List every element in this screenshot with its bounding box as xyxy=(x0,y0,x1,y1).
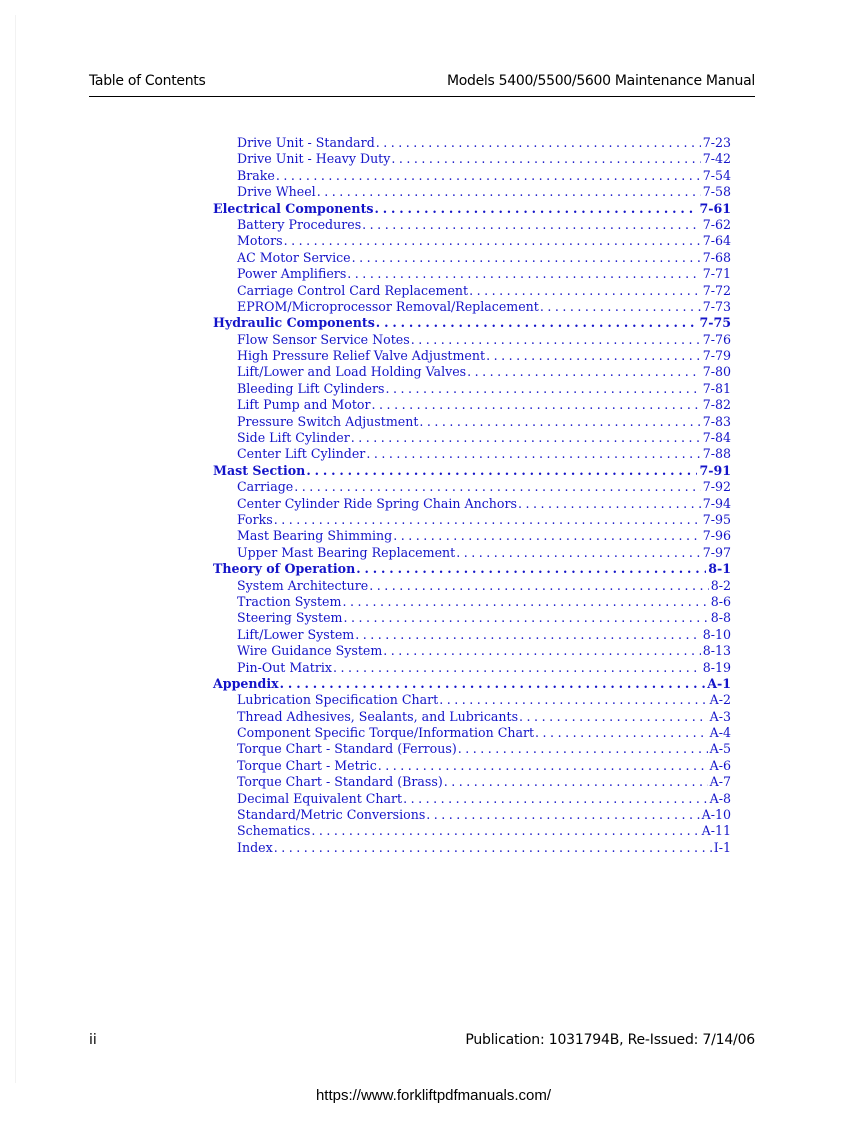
toc-entry-page: 7-76 xyxy=(702,331,731,347)
toc-entry-label: Index xyxy=(237,839,273,855)
toc-entry-label: Lift/Lower System xyxy=(237,626,355,642)
dot-leader xyxy=(361,217,701,233)
dot-leader xyxy=(342,610,708,626)
toc-section-link[interactable] xyxy=(213,201,731,217)
dot-leader xyxy=(371,397,701,413)
toc-entry-page: 7-92 xyxy=(702,479,731,495)
toc-entry-label: Pressure Switch Adjustment xyxy=(237,413,419,429)
toc-entry-link[interactable] xyxy=(213,151,731,167)
toc-entry-link[interactable] xyxy=(213,528,731,544)
toc-entry-link[interactable] xyxy=(213,512,731,528)
toc-entry-label: Center Cylinder Ride Spring Chain Anchors xyxy=(237,495,517,511)
toc-entry-link[interactable] xyxy=(213,594,731,610)
toc-entry-label: Power Amplifiers xyxy=(237,266,347,282)
toc-entry-label: EPROM/Microprocessor Removal/Replacement xyxy=(237,298,539,314)
toc-entry-label: Torque Chart - Standard (Brass) xyxy=(237,774,443,790)
toc-entry-page: 7-58 xyxy=(702,184,731,200)
toc-entry-page: A-3 xyxy=(709,708,731,724)
toc-entry-link[interactable] xyxy=(213,348,731,364)
toc-entry-link[interactable] xyxy=(213,840,731,856)
toc-entry-link[interactable] xyxy=(213,660,731,676)
toc-entry-page: 7-75 xyxy=(699,315,731,331)
toc-entry-page: A-10 xyxy=(701,807,731,823)
page-header xyxy=(89,72,755,97)
dot-leader xyxy=(534,725,708,741)
dot-leader xyxy=(443,774,708,790)
dot-leader xyxy=(375,135,701,151)
dot-leader xyxy=(355,561,706,577)
toc-entry-page: 7-84 xyxy=(702,430,731,446)
page-edge xyxy=(15,15,16,1083)
toc-entry-link[interactable] xyxy=(213,496,731,512)
toc-entry-label: Thread Adhesives, Sealants, and Lubricants xyxy=(237,708,519,724)
toc-entry-page: 8-6 xyxy=(710,593,731,609)
toc-entry-label: Traction System xyxy=(237,593,342,609)
toc-entry-label: Brake xyxy=(237,167,275,183)
source-url[interactable]: https://www.forkliftpdfmanuals.com/ xyxy=(315,1087,552,1104)
toc-entry-label: Electrical Components xyxy=(213,200,374,216)
toc-entry-page: 7-62 xyxy=(702,216,731,232)
toc-entry-label: Lubrication Specification Chart xyxy=(237,692,439,708)
toc-entry-label: Appendix xyxy=(213,675,279,691)
toc-entry-label: Carriage xyxy=(237,479,294,495)
toc-entry-label: Side Lift Cylinder xyxy=(237,430,350,446)
toc-entry-link[interactable] xyxy=(213,266,731,282)
dot-leader xyxy=(368,578,709,594)
toc-entry-link[interactable] xyxy=(213,643,731,659)
dot-leader xyxy=(273,512,701,528)
toc-entry-link[interactable] xyxy=(213,430,731,446)
toc-section-link[interactable] xyxy=(213,676,731,692)
toc-entry-page: 7-61 xyxy=(699,200,731,216)
toc-entry-page: A-4 xyxy=(709,725,731,741)
toc-entry-page: 7-95 xyxy=(702,511,731,527)
toc-entry-label: Carriage Control Card Replacement xyxy=(237,282,469,298)
toc-entry-page: 7-42 xyxy=(702,151,731,167)
toc-entry-link[interactable] xyxy=(213,299,731,315)
dot-leader xyxy=(279,676,706,692)
dot-leader xyxy=(351,250,701,266)
toc-entry-link[interactable] xyxy=(213,823,731,839)
dot-leader xyxy=(517,496,701,512)
toc-entry-page: 7-54 xyxy=(702,167,731,183)
toc-entry-label: Flow Sensor Service Notes xyxy=(237,331,410,347)
toc-entry-page: 7-79 xyxy=(702,348,731,364)
toc-entry-link[interactable] xyxy=(213,135,731,151)
toc-entry-label: Theory of Operation xyxy=(213,561,356,577)
toc-entry-link[interactable] xyxy=(213,758,731,774)
toc-entry-page: 7-82 xyxy=(702,397,731,413)
toc-entry-page: A-11 xyxy=(701,823,731,839)
toc-entry-page: 7-83 xyxy=(702,413,731,429)
toc-entry-link[interactable] xyxy=(213,545,731,561)
toc-entry-label: Component Specific Torque/Information Chart xyxy=(237,725,535,741)
dot-leader xyxy=(346,266,700,282)
toc-entry-label: Steering System xyxy=(237,610,343,626)
dot-leader xyxy=(466,364,701,380)
page-number: ii xyxy=(89,1032,97,1048)
toc-entry-label: Forks xyxy=(237,511,273,527)
toc-entry-label: Battery Procedures xyxy=(237,216,362,232)
toc-entry-page: I-1 xyxy=(713,839,731,855)
toc-entry-page: 7-68 xyxy=(702,249,731,265)
toc-entry-link[interactable] xyxy=(213,610,731,626)
toc-entry-page: A-8 xyxy=(709,790,731,806)
dot-leader xyxy=(539,299,701,315)
publication-info: Publication: 1031794B, Re-Issued: 7/14/06 xyxy=(465,1032,755,1048)
toc-entry-label: Drive Wheel xyxy=(237,184,316,200)
dot-leader xyxy=(418,414,700,430)
toc-entry-label: Center Lift Cylinder xyxy=(237,446,366,462)
dot-leader xyxy=(275,168,701,184)
toc-entry-label: Wire Guidance System xyxy=(237,643,383,659)
dot-leader xyxy=(373,201,697,217)
toc-entry-link[interactable] xyxy=(213,332,731,348)
toc-entry-label: Schematics xyxy=(237,823,311,839)
toc-entry-link[interactable] xyxy=(213,774,731,790)
page-footer xyxy=(89,1032,755,1052)
dot-leader xyxy=(425,807,699,823)
toc-entry-page: A-5 xyxy=(709,741,731,757)
toc-entry-page: A-1 xyxy=(707,675,731,691)
toc-entry-link[interactable] xyxy=(213,250,731,266)
toc-entry-label: Lift Pump and Motor xyxy=(237,397,371,413)
dot-leader xyxy=(402,791,708,807)
toc-entry-page: A-7 xyxy=(709,774,731,790)
toc-entry-label: Drive Unit - Standard xyxy=(237,135,375,150)
toc-entry-label: Torque Chart - Metric xyxy=(237,757,377,773)
toc-section-link[interactable] xyxy=(213,315,731,331)
dot-leader xyxy=(316,184,701,200)
toc-entry-page: 7-80 xyxy=(702,364,731,380)
dot-leader xyxy=(283,233,701,249)
toc-entry-page: 7-23 xyxy=(702,135,731,150)
dot-leader xyxy=(438,692,707,708)
dot-leader xyxy=(305,463,697,479)
toc-entry-label: Hydraulic Components xyxy=(213,315,375,331)
dot-leader xyxy=(455,545,701,561)
toc-entry-page: A-2 xyxy=(709,692,731,708)
dot-leader xyxy=(468,283,701,299)
toc-entry-page: 8-10 xyxy=(702,626,731,642)
toc-entry-page: 7-81 xyxy=(702,380,731,396)
toc-entry-page: 8-2 xyxy=(710,577,731,593)
dot-leader xyxy=(273,840,712,856)
toc-entry-link[interactable] xyxy=(213,283,731,299)
toc-entry-link[interactable] xyxy=(213,233,731,249)
toc-entry-link[interactable] xyxy=(213,446,731,462)
toc-entry-page: A-6 xyxy=(709,757,731,773)
dot-leader xyxy=(457,741,708,757)
toc-entry-label: Decimal Equivalent Chart xyxy=(237,790,403,806)
toc-entry-link[interactable] xyxy=(213,184,731,200)
toc-entry-link[interactable] xyxy=(213,692,731,708)
dot-leader xyxy=(310,823,699,839)
toc-entry-link[interactable] xyxy=(213,397,731,413)
dot-leader xyxy=(385,381,701,397)
toc-entry-link[interactable] xyxy=(213,741,731,757)
dot-leader xyxy=(365,446,700,462)
toc-entry-page: 7-91 xyxy=(699,462,731,478)
toc-entry-link[interactable] xyxy=(213,479,731,495)
toc-entry-link[interactable] xyxy=(213,807,731,823)
dot-leader xyxy=(375,315,698,331)
toc-entry-link[interactable] xyxy=(213,414,731,430)
toc-entry-page: 7-88 xyxy=(702,446,731,462)
toc-entry-page: 7-71 xyxy=(702,266,731,282)
toc-entry-link[interactable] xyxy=(213,168,731,184)
toc-entry-page: 7-96 xyxy=(702,528,731,544)
toc-entry-page: 8-1 xyxy=(708,561,731,577)
toc-entry-label: Drive Unit - Heavy Duty xyxy=(237,151,391,167)
header-manual-title: Models 5400/5500/5600 Maintenance Manual xyxy=(446,73,755,89)
toc-entry-label: High Pressure Relief Valve Adjustment xyxy=(237,348,486,364)
toc-entry-link[interactable] xyxy=(213,725,731,741)
toc-section-link[interactable] xyxy=(213,561,731,577)
dot-leader xyxy=(410,332,701,348)
toc-entry-label: Bleeding Lift Cylinders xyxy=(237,380,385,396)
header-section-title: Table of Contents xyxy=(89,73,206,89)
dot-leader xyxy=(350,430,701,446)
toc-entry-page: 8-13 xyxy=(702,643,731,659)
toc-entry-link[interactable] xyxy=(213,217,731,233)
toc-entry-link[interactable] xyxy=(213,364,731,380)
dot-leader xyxy=(377,758,708,774)
toc-entry-page: 7-94 xyxy=(702,495,731,511)
dot-leader xyxy=(341,594,708,610)
toc-entry-page: 7-64 xyxy=(702,233,731,249)
dot-leader xyxy=(390,151,700,167)
toc-entry-page: 7-72 xyxy=(702,282,731,298)
dot-leader xyxy=(354,627,700,643)
toc-entry-label: Mast Section xyxy=(213,462,306,478)
toc-entry-label: Torque Chart - Standard (Ferrous) xyxy=(237,741,457,757)
table-of-contents xyxy=(213,135,731,856)
toc-entry-label: Upper Mast Bearing Replacement xyxy=(237,544,456,560)
toc-entry-link[interactable] xyxy=(213,578,731,594)
toc-entry-label: Mast Bearing Shimming xyxy=(237,528,393,544)
toc-entry-label: AC Motor Service xyxy=(237,249,351,265)
toc-entry-link[interactable] xyxy=(213,381,731,397)
dot-leader xyxy=(392,528,700,544)
toc-entry-page: 7-73 xyxy=(702,298,731,314)
toc-section-link[interactable] xyxy=(213,463,731,479)
toc-entry-label: Standard/Metric Conversions xyxy=(237,807,426,823)
dot-leader xyxy=(485,348,701,364)
dot-leader xyxy=(518,709,708,725)
toc-entry-label: Lift/Lower and Load Holding Valves xyxy=(237,364,467,380)
dot-leader xyxy=(382,643,700,659)
dot-leader xyxy=(293,479,700,495)
toc-entry-page: 8-8 xyxy=(710,610,731,626)
toc-entry-label: Pin-Out Matrix xyxy=(237,659,332,675)
toc-entry-link[interactable] xyxy=(213,627,731,643)
toc-entry-page: 7-97 xyxy=(702,544,731,560)
dot-leader xyxy=(332,660,701,676)
toc-entry-page: 8-19 xyxy=(702,659,731,675)
toc-entry-label: Motors xyxy=(237,233,283,249)
toc-entry-link[interactable] xyxy=(213,791,731,807)
toc-entry-label: System Architecture xyxy=(237,577,369,593)
toc-entry-link[interactable] xyxy=(213,709,731,725)
